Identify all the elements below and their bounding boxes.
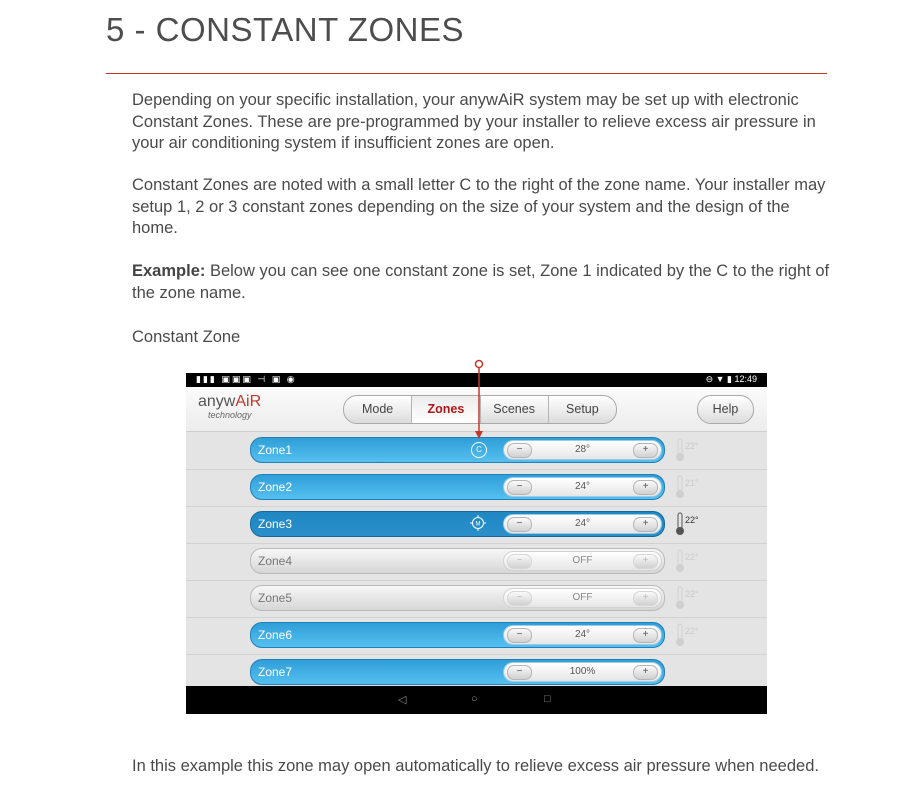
zone-row bbox=[186, 617, 767, 655]
zone-toggle[interactable] bbox=[250, 511, 665, 537]
increase-button[interactable]: + bbox=[633, 443, 658, 458]
zone-toggle[interactable] bbox=[250, 474, 665, 500]
thermometer-icon bbox=[675, 475, 685, 499]
constant-zone-badge: C bbox=[471, 442, 487, 458]
thermometer-icon bbox=[675, 438, 685, 462]
zone-toggle[interactable] bbox=[250, 585, 665, 611]
example-paragraph bbox=[132, 261, 832, 304]
callout-arrow-icon bbox=[474, 359, 484, 441]
decrease-button[interactable]: − bbox=[507, 443, 532, 458]
zone-setpoint-control bbox=[503, 440, 662, 460]
home-icon[interactable]: ○ bbox=[471, 693, 478, 705]
intro-paragraph: Depending on your specific installation, your anywAiR system may be set up with electronic Constant Zones. These are pre-programmed by your installer to relieve excess air pressure in your air conditioning system if insufficient zones are open. bbox=[132, 91, 816, 152]
zone-setpoint: 100% bbox=[569, 666, 596, 677]
help-button[interactable]: Help bbox=[697, 395, 754, 424]
increase-button[interactable]: + bbox=[633, 554, 658, 569]
tab-mode[interactable]: Mode bbox=[344, 396, 412, 423]
anywair-logo: anywAiR technology bbox=[198, 393, 262, 420]
zone-setpoint: OFF bbox=[572, 592, 593, 603]
zone-row bbox=[186, 543, 767, 581]
decrease-button[interactable]: − bbox=[507, 591, 532, 606]
title-divider bbox=[106, 73, 827, 74]
zone-temperature: 22° bbox=[685, 589, 699, 599]
zone-toggle[interactable] bbox=[250, 622, 665, 648]
decrease-button[interactable]: − bbox=[507, 517, 532, 532]
zone-temperature: 22° bbox=[685, 626, 699, 636]
zone-toggle[interactable] bbox=[250, 437, 665, 463]
zone-setpoint-control bbox=[503, 514, 662, 534]
zone-setpoint-control bbox=[503, 477, 662, 497]
svg-text:M: M bbox=[475, 521, 481, 528]
tab-zones[interactable]: Zones bbox=[412, 396, 480, 423]
zone-temperature: 21° bbox=[685, 478, 699, 488]
zone-name: Zone2 bbox=[258, 480, 293, 494]
zone-setpoint: OFF bbox=[572, 555, 593, 566]
zone-name: Zone5 bbox=[258, 591, 293, 605]
status-time: 12:49 bbox=[734, 374, 757, 384]
zone-setpoint: 24° bbox=[574, 629, 591, 640]
page-title: 5 - CONSTANT ZONES bbox=[106, 11, 464, 48]
decrease-button[interactable]: − bbox=[507, 554, 532, 569]
zone-setpoint-control bbox=[503, 551, 662, 571]
notification-icons: ▮▮▮ ▣▣▣ ⊣ ▣ ◉ bbox=[196, 374, 297, 384]
decrease-button[interactable]: − bbox=[507, 665, 532, 680]
back-icon[interactable]: ◁ bbox=[398, 694, 407, 706]
decrease-button[interactable]: − bbox=[507, 628, 532, 643]
thermometer-icon bbox=[675, 549, 685, 573]
example-text: Below you can see one constant zone is set, Zone 1 indicated by the C to the right of the zone name. bbox=[132, 262, 830, 302]
zone-setpoint: 28° bbox=[574, 444, 591, 455]
example-label: Example: bbox=[132, 262, 206, 280]
thermometer-icon bbox=[675, 623, 685, 647]
zone-toggle[interactable] bbox=[250, 548, 665, 574]
zone-name: Zone6 bbox=[258, 628, 293, 642]
zone-setpoint-control bbox=[503, 625, 662, 645]
footer-paragraph: In this example this zone may open automatically to relieve excess air pressure when needed. bbox=[132, 757, 819, 775]
constant-zone-paragraph: Constant Zones are noted with a small letter C to the right of the zone name. Your installer may setup 1, 2 or 3 constant zones depending on the size of your system and the design of the home. bbox=[132, 176, 826, 237]
thermometer-icon bbox=[675, 512, 685, 536]
zone-toggle[interactable] bbox=[250, 659, 665, 685]
zone-row bbox=[186, 506, 767, 544]
zone-name: Zone1 bbox=[258, 443, 293, 457]
thermometer-icon bbox=[675, 586, 685, 610]
status-right: ⊖ ▼ ▮ 12:49 bbox=[705, 374, 757, 384]
increase-button[interactable]: + bbox=[633, 665, 658, 680]
zone-name: Zone4 bbox=[258, 554, 293, 568]
recents-icon[interactable]: □ bbox=[544, 693, 551, 705]
tab-scenes[interactable]: Scenes bbox=[481, 396, 549, 423]
zone-temperature: 22° bbox=[685, 515, 699, 525]
figure-caption: Constant Zone bbox=[132, 328, 241, 346]
zone-setpoint-control bbox=[503, 662, 662, 682]
zone-row bbox=[186, 469, 767, 507]
zone-temperature: 22° bbox=[685, 552, 699, 562]
increase-button[interactable]: + bbox=[633, 628, 658, 643]
master-zone-icon bbox=[470, 515, 486, 531]
zone-setpoint: 24° bbox=[574, 518, 591, 529]
decrease-button[interactable]: − bbox=[507, 480, 532, 495]
zone-setpoint: 24° bbox=[574, 481, 591, 492]
zone-name: Zone7 bbox=[258, 665, 293, 679]
zone-temperature: 22° bbox=[685, 441, 699, 451]
zone-row bbox=[186, 580, 767, 618]
zone-name: Zone3 bbox=[258, 517, 293, 531]
tab-setup[interactable]: Setup bbox=[566, 402, 599, 416]
increase-button[interactable]: + bbox=[633, 591, 658, 606]
android-nav-bar bbox=[186, 686, 767, 714]
zone-setpoint-control bbox=[503, 588, 662, 608]
increase-button[interactable]: + bbox=[633, 480, 658, 495]
increase-button[interactable]: + bbox=[633, 517, 658, 532]
